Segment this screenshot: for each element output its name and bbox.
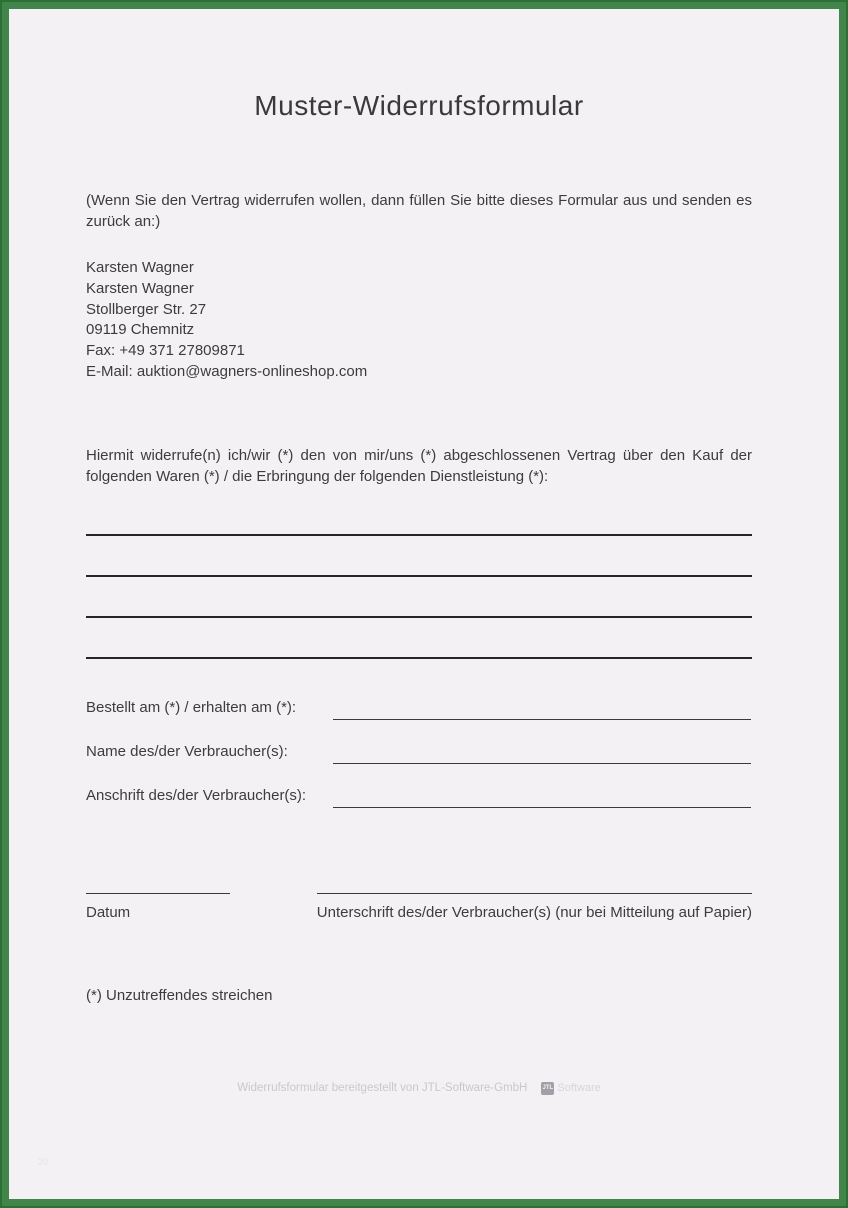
field-label: Bestellt am (*) / erhalten am (*): xyxy=(86,698,297,716)
field-consumer-name xyxy=(86,742,752,776)
form-fields xyxy=(86,698,752,820)
address-line: Karsten Wagner xyxy=(86,279,194,297)
field-label: Name des/der Verbraucher(s): xyxy=(86,742,288,760)
date-label: Datum xyxy=(86,903,131,921)
blank-write-line xyxy=(86,536,752,577)
jtl-logo-icon: JTL xyxy=(541,1082,554,1095)
withdrawal-declaration: Hiermit widerrufe(n) ich/wir (*) den von mir/uns (*) abgeschlossenen Vertrag über den Kauf der folgenden Waren (*) / die Erbringung der folgenden Dienstleistung (*): xyxy=(86,446,752,485)
address-line: 09119 Chemnitz xyxy=(86,321,195,339)
address-line-email: E-Mail: auktion@wagners-onlineshop.com xyxy=(86,362,368,380)
signature-section xyxy=(86,893,752,924)
page-title: Muster-Widerrufsformular xyxy=(254,90,584,121)
field-ordered-received xyxy=(86,698,752,732)
signature-column xyxy=(317,893,752,924)
field-write-line xyxy=(333,807,751,808)
asterisk-footnote: (*) Unzutreffendes streichen xyxy=(86,986,273,1004)
blank-write-line xyxy=(86,618,752,659)
page-content xyxy=(2,2,846,1206)
jtl-logo-caption: Software xyxy=(557,1082,601,1095)
address-line: Karsten Wagner xyxy=(86,259,194,276)
blank-write-line xyxy=(86,495,752,536)
intro-paragraph: (Wenn Sie den Vertrag widerrufen wollen, dann füllen Sie bitte dieses Formular aus und senden es zurück an:) xyxy=(86,192,752,230)
field-write-line xyxy=(333,763,751,764)
field-write-line xyxy=(333,719,751,720)
field-consumer-address xyxy=(86,786,752,820)
goods-description-lines xyxy=(86,495,752,659)
signature-label: Unterschrift des/der Verbraucher(s) (nur bei Mitteilung auf Papier) xyxy=(316,903,752,921)
seller-address-block xyxy=(86,258,752,383)
blank-write-line xyxy=(86,577,752,618)
field-label: Anschrift des/der Verbraucher(s): xyxy=(86,786,307,804)
date-column xyxy=(86,893,317,924)
provider-footer xyxy=(86,1078,752,1099)
provider-text: Widerrufsformular bereitgestellt von JTL-Software-GmbH xyxy=(237,1082,528,1095)
signature-write-line xyxy=(317,893,752,894)
address-line-fax: Fax: +49 371 27809871 xyxy=(86,342,245,360)
date-write-line xyxy=(86,893,230,894)
address-line: Stollberger Str. 27 xyxy=(86,300,207,318)
page-mark: 20 xyxy=(38,1157,49,1167)
